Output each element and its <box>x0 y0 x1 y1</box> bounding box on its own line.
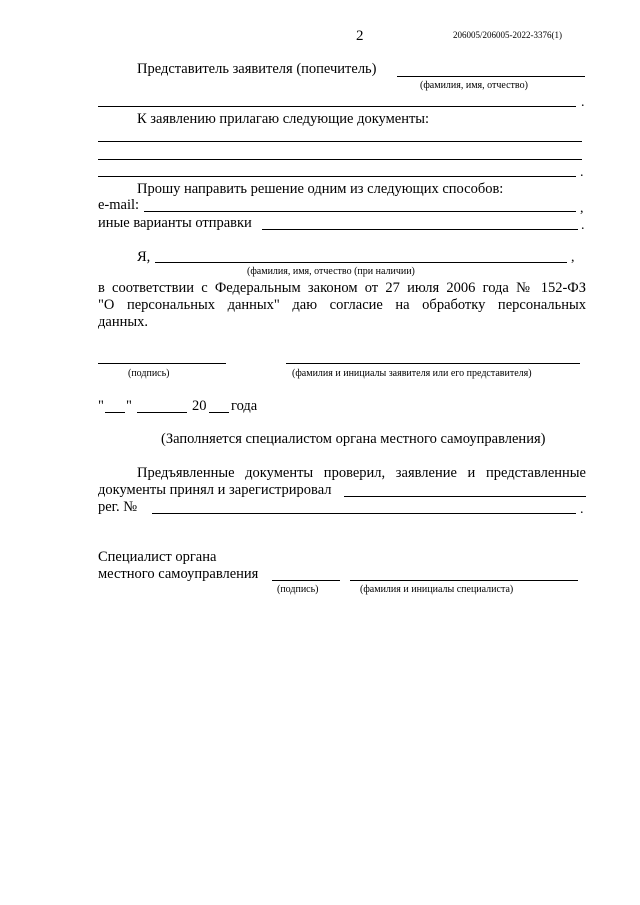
representative-name-line[interactable] <box>397 76 585 77</box>
date-close-quote: " <box>126 398 132 414</box>
applicant-name-line[interactable] <box>286 363 580 364</box>
consent-text-line-2: "О персональных данных" даю согласие на обработку персональных <box>98 297 586 313</box>
email-label: e-mail: <box>98 197 140 213</box>
date-year-suffix: года <box>231 398 258 414</box>
attachments-line-3[interactable] <box>98 176 576 177</box>
other-delivery-end-mark: . <box>581 218 585 233</box>
page-number: 2 <box>356 28 364 44</box>
representative-caption: (фамилия, имя, отчество) <box>420 80 528 91</box>
consent-name-line[interactable] <box>155 262 567 263</box>
official-text-line-1: Предъявленные документы проверил, заявление и представленные <box>137 465 586 481</box>
applicant-signature-caption: (подпись) <box>128 368 170 379</box>
specialist-signature-line[interactable] <box>272 580 340 581</box>
official-heading: (Заполняется специалистом органа местного самоуправления) <box>161 431 546 447</box>
reg-number-end-mark: . <box>580 502 584 517</box>
consent-ya-label: Я, <box>137 249 151 265</box>
specialist-name-caption: (фамилия и инициалы специалиста) <box>360 584 514 595</box>
consent-text-line-3: данных. <box>98 314 148 330</box>
reg-number-label: рег. № <box>98 499 138 515</box>
specialist-label-line-1: Специалист органа <box>98 549 217 565</box>
attachments-line-2[interactable] <box>98 159 582 160</box>
date-open-quote: " <box>98 398 104 414</box>
email-line[interactable] <box>144 211 576 212</box>
other-delivery-line[interactable] <box>262 229 578 230</box>
attachments-end-mark: . <box>580 165 584 180</box>
representative-end-mark: . <box>581 95 585 110</box>
attachments-label: К заявлению прилагаю следующие документы: <box>137 111 430 127</box>
applicant-name-caption: (фамилия и инициалы заявителя или его представителя) <box>292 368 532 379</box>
applicant-signature-line[interactable] <box>98 363 226 364</box>
consent-text-line-1: в соответствии с Федеральным законом от 27 июля 2006 года № 152-ФЗ <box>98 280 586 296</box>
specialist-signature-caption: (подпись) <box>277 584 319 595</box>
email-end-mark: , <box>580 201 584 216</box>
document-code: 206005/206005-2022-3376(1) <box>453 30 562 40</box>
specialist-label-line-2: местного самоуправления <box>98 566 259 582</box>
date-year-line[interactable] <box>209 412 229 413</box>
consent-caption: (фамилия, имя, отчество (при наличии) <box>247 266 415 277</box>
date-year-prefix: 20 <box>192 398 207 414</box>
date-day-line[interactable] <box>105 412 125 413</box>
specialist-name-line[interactable] <box>350 580 578 581</box>
registered-by-line[interactable] <box>344 496 586 497</box>
other-delivery-label: иные варианты отправки <box>98 215 252 231</box>
representative-continuation-line[interactable] <box>98 106 576 107</box>
attachments-line-1[interactable] <box>98 141 582 142</box>
consent-end-mark: , <box>571 250 575 265</box>
reg-number-line[interactable] <box>152 513 576 514</box>
representative-label: Представитель заявителя (попечитель) <box>137 61 377 77</box>
official-text-line-2: документы принял и зарегистрировал <box>98 482 332 498</box>
delivery-label: Прошу направить решение одним из следующих способов: <box>137 181 504 197</box>
date-month-line[interactable] <box>137 412 187 413</box>
